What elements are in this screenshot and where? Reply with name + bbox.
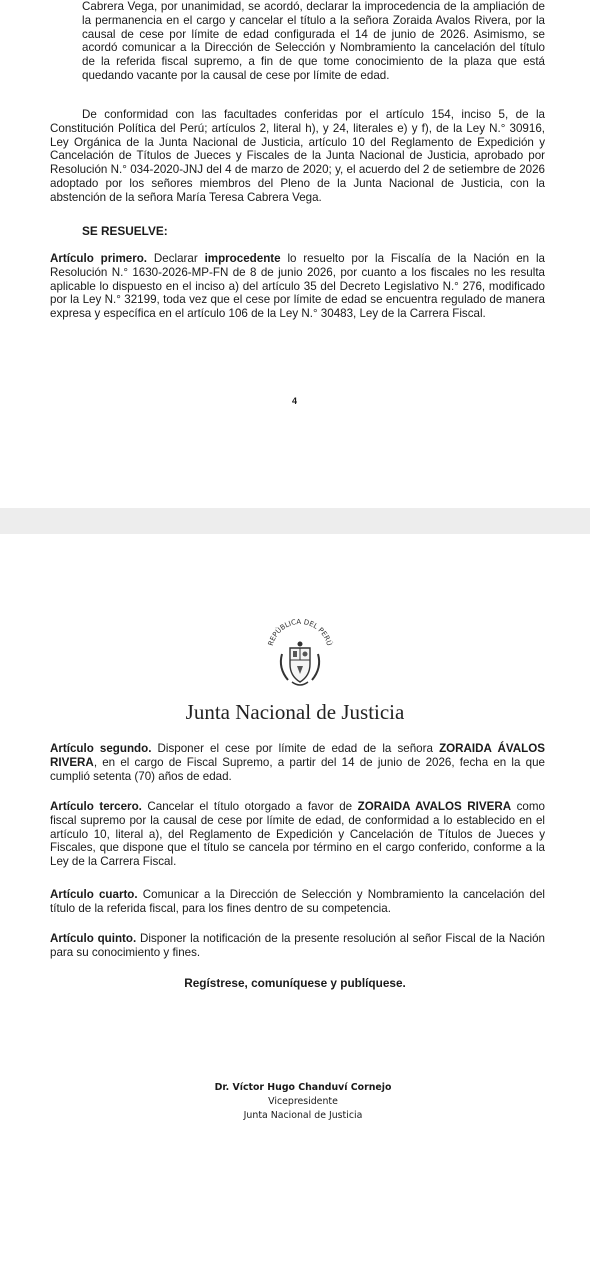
improcedente-bold: improcedente: [204, 252, 281, 265]
article-tercero-label: Artículo tercero.: [50, 800, 142, 813]
signer-role: Vicepresidente: [268, 1096, 338, 1107]
se-resuelve-heading: SE RESUELVE:: [82, 224, 168, 238]
article-primero: [50, 252, 545, 321]
page-separator: [0, 508, 590, 534]
article-quinto: [50, 932, 545, 960]
page-number: 4: [292, 396, 298, 406]
paragraph-conformidad: De conformidad con las facultades conferidas por el artículo 154, inciso 5, de la Constitución Política del Perú; artículos 2, literal h), y 24, literales e) y f), de la Ley N.° 30916, Ley Orgánica de la Junta Nacional de Justicia, artículo 10 del Reglamento de Expedición y Cancelación de Títulos de Jueces y Fiscales de la Junta Nacional de Justicia, aprobado por Resolución N.° 034-2020-JNJ del 4 de marzo de 2020; y, el acuerdo del 2 de setiembre de 2026 adoptado por los señores miembros del Pleno de la Junta Nacional de Justicia, con la abstención de la señora María Teresa Cabrera Vega.: [50, 108, 545, 204]
article-primero-pre: Declarar: [147, 252, 205, 265]
article-tercero-pre: Cancelar el título otorgado a favor de: [141, 800, 358, 813]
document-page-4: [0, 0, 590, 508]
article-segundo-name: ZORAIDA ÁVALOS RIVERA: [50, 742, 546, 769]
signer-name: Dr. Víctor Hugo Chanduví Cornejo: [214, 1082, 392, 1093]
paragraph-continuation: Cabrera Vega, por unanimidad, se acordó, declarar la improcedencia de la ampliación de la permanencia en el cargo y cancelar el título a la señora Zoraida Avalos Rivera, por la causal de cese por límite de edad configurada el 14 de junio de 2026. Asimismo, se acordó comunicar a la Dirección de Selección y Nombramiento la cancelación del título de la referida fiscal supremo, a fin de que tome conocimiento de la plaza que está quedando vacante por la causal de cese por límite de edad.: [82, 0, 545, 82]
article-tercero: [50, 800, 545, 869]
article-quinto-text: Disponer la notificación de la presente resolución al señor Fiscal de la Nación para su conocimiento y fines.: [50, 932, 545, 959]
article-segundo: [50, 742, 545, 783]
closing-formula: Regístrese, comuníquese y publíquese.: [184, 976, 406, 990]
article-primero-text: lo resuelto por la Fiscalía de la Nación en la Resolución N.° 1630-2026-MP-FN de 8 de junio 2026, por cuanto a los fiscales no les resulta aplicable lo dispuesto en el inciso a) del artículo 35 del Decreto Legislativo N.° 276, modificado por la Ley N.° 32199, toda vez que el cese por límite de edad se encuentra regulado de manera expresa y específica en el artículo 106 de la Ley N.° 30483, Ley de la Carrera Fiscal.: [50, 252, 545, 321]
signer-organization: Junta Nacional de Justicia: [243, 1110, 363, 1121]
article-cuarto: [50, 888, 545, 916]
article-cuarto-text: Comunicar a la Dirección de Selección y Nombramiento la cancelación del título de la referida fiscal, para los fines dentro de su competencia.: [50, 888, 545, 915]
article-quinto-label: Artículo quinto.: [50, 932, 137, 945]
article-cuarto-label: Artículo cuarto.: [50, 888, 138, 901]
coat-of-arms-seal: [262, 618, 338, 694]
seal-text: REPÚBLICA DEL PERÚ: [266, 618, 334, 647]
article-primero-label: Artículo primero.: [50, 252, 148, 265]
article-segundo-pre: Disponer el cese por límite de edad de la señora: [151, 742, 440, 755]
article-tercero-name: ZORAIDA AVALOS RIVERA: [357, 800, 512, 813]
article-segundo-text: , en el cargo de Fiscal Supremo, a partir del 14 de junio de 2026, fecha en la que cumplió setenta (70) años de edad.: [50, 755, 545, 783]
article-segundo-label: Artículo segundo.: [50, 742, 152, 755]
article-tercero-text: como fiscal supremo por la causal de cese por límite de edad, de conformidad a lo establecido en el artículo 10, literal a), del Reglamento de Expedición y Cancelación de Títulos de Jueces y Fiscales, que dispone que el título se cancela por término en el cargo conferido, conforme a la Ley de la Carrera Fiscal.: [50, 800, 545, 869]
institution-title: Junta Nacional de Justicia: [185, 700, 405, 724]
